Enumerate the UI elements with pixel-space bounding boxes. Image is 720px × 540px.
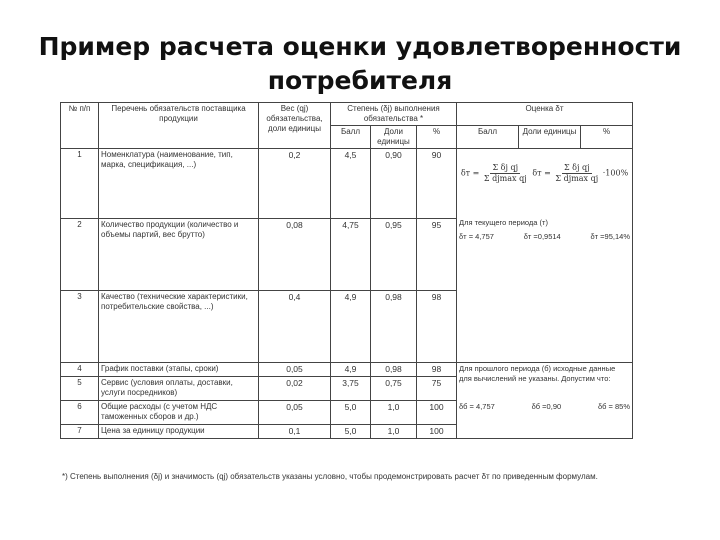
row-weight: 0,2 (259, 149, 331, 219)
row-num: 2 (61, 219, 99, 291)
formula1-denominator: Σ djmax qj (483, 173, 527, 183)
row-name: Количество продукции (количество и объемы партий, вес брутто) (99, 219, 259, 291)
past-score-ball: δб = 4,757 (459, 402, 495, 411)
score-cell-past (457, 363, 633, 439)
subheader-ball: Балл (331, 126, 371, 149)
header-degree: Степень (δj) выполнения обязательства * (331, 103, 457, 126)
table-row (61, 149, 633, 219)
current-period-values (459, 228, 630, 242)
footnote: *) Степень выполнения (δj) и значимость (qj) обязательств указаны условно, чтобы продемонстрировать расчет δт по приведенным формулам. (62, 472, 598, 481)
row-share: 0,98 (371, 291, 417, 363)
row-share: 0,75 (371, 377, 417, 401)
formula2-denominator: Σ djmax qj (555, 173, 599, 183)
row-ball: 3,75 (331, 377, 371, 401)
row-num: 4 (61, 363, 99, 377)
row-pct: 98 (417, 363, 457, 377)
formula2-tail: ·100% (602, 168, 629, 177)
subheader-pct: % (417, 126, 457, 149)
subheader-score-share: Доли единицы (519, 126, 581, 149)
row-pct: 98 (417, 291, 457, 363)
row-ball: 4,75 (331, 219, 371, 291)
current-score-pct: δт =95,14% (590, 232, 630, 241)
row-pct: 100 (417, 425, 457, 439)
row-pct: 90 (417, 149, 457, 219)
row-num: 5 (61, 377, 99, 401)
row-ball: 4,9 (331, 363, 371, 377)
past-period-label: Для прошлого периода (б) исходные данные для вычислений не указаны. Допустим что: (459, 364, 616, 383)
row-share: 0,95 (371, 219, 417, 291)
formula1-fraction (482, 163, 529, 184)
score-cell-current (457, 149, 633, 363)
row-weight: 0,4 (259, 291, 331, 363)
row-share: 1,0 (371, 401, 417, 425)
header-row (61, 103, 633, 126)
row-weight: 0,05 (259, 363, 331, 377)
row-name: Общие расходы (с учетом НДС таможенных сборов и др.) (99, 401, 259, 425)
current-score-share: δт =0,9514 (523, 232, 561, 241)
row-share: 1,0 (371, 425, 417, 439)
header-list: Перечень обязательств поставщика продукции (99, 103, 259, 149)
past-score-pct: δб = 85% (597, 402, 631, 411)
row-pct: 95 (417, 219, 457, 291)
row-share: 0,90 (371, 149, 417, 219)
row-ball: 4,9 (331, 291, 371, 363)
header-num: № п/п (61, 103, 99, 149)
formula2-lhs: δт = (532, 168, 551, 177)
current-period-label: Для текущего периода (т) (459, 218, 548, 227)
row-share: 0,98 (371, 363, 417, 377)
row-num: 6 (61, 401, 99, 425)
row-ball: 4,5 (331, 149, 371, 219)
header-score: Оценка δт (457, 103, 633, 126)
row-name: График поставки (этапы, сроки) (99, 363, 259, 377)
row-ball: 5,0 (331, 425, 371, 439)
row-weight: 0,05 (259, 401, 331, 425)
row-name: Цена за единицу продукции (99, 425, 259, 439)
row-weight: 0,08 (259, 219, 331, 291)
header-weight: Вес (qj) обязательства, доли единицы (259, 103, 331, 149)
formula1-numerator: Σ δj qj (492, 162, 519, 172)
subheader-score-ball: Балл (457, 126, 519, 149)
past-period-values (459, 384, 630, 412)
scanned-table-image (56, 98, 664, 498)
subheader-score-pct: % (581, 126, 633, 149)
past-score-share: δб =0,90 (531, 402, 562, 411)
formula-box (459, 150, 630, 196)
row-pct: 100 (417, 401, 457, 425)
row-ball: 5,0 (331, 401, 371, 425)
formula2-numerator: Σ δj qj (563, 162, 590, 172)
slide-title: Пример расчета оценки удовлетворенности потребителя (38, 32, 682, 95)
table-row (61, 363, 633, 377)
row-name: Качество (технические характеристики, потребительские свойства, ...) (99, 291, 259, 363)
row-name: Сервис (условия оплаты, доставки, услуги посредников) (99, 377, 259, 401)
row-pct: 75 (417, 377, 457, 401)
row-name: Номенклатура (наименование, тип, марка, спецификация, ...) (99, 149, 259, 219)
row-weight: 0,02 (259, 377, 331, 401)
formula2-fraction (553, 163, 600, 184)
formula-shares (461, 163, 529, 184)
row-weight: 0,1 (259, 425, 331, 439)
subheader-share: Доли единицы (371, 126, 417, 149)
row-num: 7 (61, 425, 99, 439)
row-num: 1 (61, 149, 99, 219)
row-num: 3 (61, 291, 99, 363)
satisfaction-table (60, 102, 633, 439)
formula-percent (532, 163, 628, 184)
current-score-ball: δт = 4,757 (459, 232, 494, 241)
formula1-lhs: δт = (460, 168, 480, 177)
